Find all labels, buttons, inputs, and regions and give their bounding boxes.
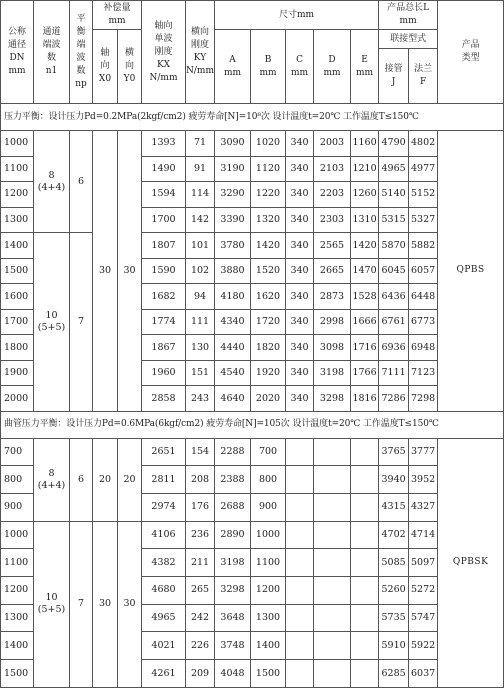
cell-b: 1100 (251, 549, 286, 577)
cell-f: 4714 (409, 521, 438, 549)
cell-ky: 101 (186, 233, 215, 259)
cell-dn: 1600 (1, 284, 34, 310)
cell-a: 4180 (215, 284, 251, 310)
cell-c (286, 577, 314, 605)
cell-b: 2020 (251, 386, 286, 412)
cell-c: 340 (286, 130, 314, 156)
cell-j: 5140 (379, 182, 409, 208)
cell-y0: 30 (118, 130, 142, 411)
cell-a: 2688 (215, 493, 251, 521)
cell-n1-group: 8 (4+4) (34, 130, 70, 232)
cell-kx: 4965 (142, 604, 186, 632)
cell-f: 5097 (409, 549, 438, 577)
cell-c: 340 (286, 335, 314, 361)
cell-e: 1310 (351, 207, 379, 233)
cell-e (351, 577, 379, 605)
cell-b: 1300 (251, 604, 286, 632)
cell-c: 340 (286, 309, 314, 335)
cell-dn: 1800 (1, 335, 34, 361)
cell-c (286, 466, 314, 494)
cell-j: 6761 (379, 309, 409, 335)
cell-f: 3777 (409, 438, 438, 466)
cell-j: 6436 (379, 284, 409, 310)
cell-e (351, 604, 379, 632)
cell-b: 1720 (251, 309, 286, 335)
cell-n1-group: 8 (4+4) (34, 438, 70, 521)
cell-kx: 2811 (142, 466, 186, 494)
cell-c: 340 (286, 182, 314, 208)
cell-d: 3198 (314, 360, 351, 386)
cell-a: 3090 (215, 130, 251, 156)
cell-e: 1716 (351, 335, 379, 361)
cell-c (286, 549, 314, 577)
table-row (1, 233, 504, 259)
cell-j: 4965 (379, 156, 409, 182)
cell-d: 2565 (314, 233, 351, 259)
cell-kx: 1867 (142, 335, 186, 361)
cell-e: 1528 (351, 284, 379, 310)
cell-b: 1200 (251, 577, 286, 605)
header-b: B mm (251, 29, 286, 104)
cell-j: 5735 (379, 604, 409, 632)
cell-dn: 1400 (1, 233, 34, 259)
header-a: A mm (215, 29, 251, 104)
cell-product-type: QPBSK (438, 438, 504, 687)
cell-dn: 700 (1, 438, 34, 466)
header-np: 平 衡 端 波 数 np (70, 1, 93, 104)
cell-j: 7111 (379, 360, 409, 386)
header-j: 接管 J (379, 49, 409, 104)
cell-ky: 130 (186, 335, 215, 361)
cell-ky: 151 (186, 360, 215, 386)
cell-kx: 2651 (142, 438, 186, 466)
cell-ky: 71 (186, 130, 215, 156)
section-title-bent-pipe-pressure-balance: 曲管压力平衡：设计压力Pd=0.6MPa(6kgf/cm2) 疲劳寿命[N]=105次 设计温度t=20℃ 工作温度T≤150℃ (1, 412, 504, 439)
cell-c: 340 (286, 360, 314, 386)
cell-j: 4315 (379, 493, 409, 521)
cell-b: 700 (251, 438, 286, 466)
cell-f: 4327 (409, 493, 438, 521)
header-dn: 公称 通径 DN mm (1, 1, 34, 104)
cell-j: 6285 (379, 660, 409, 688)
cell-f: 5327 (409, 207, 438, 233)
cell-a: 2388 (215, 466, 251, 494)
cell-e (351, 466, 379, 494)
cell-a: 3880 (215, 258, 251, 284)
cell-c: 340 (286, 258, 314, 284)
cell-dn: 1100 (1, 549, 34, 577)
cell-x0: 30 (93, 130, 118, 411)
cell-kx: 1960 (142, 360, 186, 386)
cell-d (314, 521, 351, 549)
cell-b: 1320 (251, 207, 286, 233)
cell-d (314, 466, 351, 494)
cell-ky: 226 (186, 632, 215, 660)
cell-b: 1500 (251, 660, 286, 688)
cell-f: 5152 (409, 182, 438, 208)
cell-d: 3098 (314, 335, 351, 361)
cell-b: 1620 (251, 284, 286, 310)
cell-b: 1220 (251, 182, 286, 208)
cell-f: 5747 (409, 604, 438, 632)
table-row (1, 521, 504, 549)
cell-c (286, 493, 314, 521)
cell-e: 1470 (351, 258, 379, 284)
cell-np-group: 6 (70, 130, 93, 232)
cell-ky: 176 (186, 493, 215, 521)
cell-a: 4340 (215, 309, 251, 335)
header-n1: 通道 端波 数 n1 (34, 1, 70, 104)
cell-kx: 1682 (142, 284, 186, 310)
cell-c (286, 660, 314, 688)
cell-f: 6057 (409, 258, 438, 284)
cell-d (314, 549, 351, 577)
cell-j: 7286 (379, 386, 409, 412)
cell-dn: 1500 (1, 660, 34, 688)
cell-d (314, 577, 351, 605)
header-e: E mm (351, 29, 379, 104)
header-kx: 轴向 单波 刚度 KX N/mm (142, 1, 186, 104)
cell-b: 1000 (251, 521, 286, 549)
cell-product-type: QPBS (438, 130, 504, 411)
cell-b: 900 (251, 493, 286, 521)
cell-kx: 1807 (142, 233, 186, 259)
cell-e (351, 493, 379, 521)
cell-y0: 20 (118, 438, 142, 521)
cell-ky: 111 (186, 309, 215, 335)
cell-j: 5910 (379, 632, 409, 660)
cell-ky: 208 (186, 466, 215, 494)
cell-ky: 209 (186, 660, 215, 688)
cell-f: 5922 (409, 632, 438, 660)
cell-a: 3748 (215, 632, 251, 660)
cell-f: 5882 (409, 233, 438, 259)
cell-a: 3390 (215, 207, 251, 233)
header-total-length: 产品总长L mm (379, 1, 438, 30)
cell-j: 5870 (379, 233, 409, 259)
cell-c (286, 604, 314, 632)
cell-d (314, 604, 351, 632)
cell-ky: 242 (186, 604, 215, 632)
cell-c (286, 438, 314, 466)
cell-j: 6045 (379, 258, 409, 284)
cell-e (351, 521, 379, 549)
cell-kx: 4261 (142, 660, 186, 688)
cell-e: 1666 (351, 309, 379, 335)
cell-ky: 142 (186, 207, 215, 233)
cell-b: 1020 (251, 130, 286, 156)
cell-a: 3290 (215, 182, 251, 208)
cell-f: 6948 (409, 335, 438, 361)
cell-d: 2003 (314, 130, 351, 156)
cell-n1-group: 10 (5+5) (34, 233, 70, 412)
cell-f: 6037 (409, 660, 438, 688)
cell-d (314, 438, 351, 466)
cell-y0: 30 (118, 521, 142, 687)
cell-a: 3780 (215, 233, 251, 259)
cell-d (314, 632, 351, 660)
cell-d: 2873 (314, 284, 351, 310)
cell-ky: 236 (186, 521, 215, 549)
cell-dn: 1200 (1, 577, 34, 605)
cell-dn: 1900 (1, 360, 34, 386)
cell-a: 2890 (215, 521, 251, 549)
cell-kx: 4680 (142, 577, 186, 605)
header-dimensions: 尺寸mm (215, 1, 379, 30)
cell-e (351, 660, 379, 688)
cell-a: 2288 (215, 438, 251, 466)
cell-j: 5260 (379, 577, 409, 605)
cell-f: 6773 (409, 309, 438, 335)
cell-d: 3298 (314, 386, 351, 412)
cell-a: 4640 (215, 386, 251, 412)
cell-j: 4702 (379, 521, 409, 549)
cell-a: 3198 (215, 549, 251, 577)
cell-dn: 1300 (1, 604, 34, 632)
cell-a: 3648 (215, 604, 251, 632)
cell-kx: 2974 (142, 493, 186, 521)
header-f: 法兰 F (409, 49, 438, 104)
cell-j: 3940 (379, 466, 409, 494)
cell-ky: 265 (186, 577, 215, 605)
cell-f: 7298 (409, 386, 438, 412)
cell-n1-group: 10 (5+5) (34, 521, 70, 687)
cell-d: 2665 (314, 258, 351, 284)
cell-ky: 211 (186, 549, 215, 577)
cell-x0: 20 (93, 438, 118, 521)
cell-e: 1420 (351, 233, 379, 259)
cell-dn: 900 (1, 493, 34, 521)
cell-a: 4440 (215, 335, 251, 361)
cell-kx: 1393 (142, 130, 186, 156)
cell-b: 1120 (251, 156, 286, 182)
cell-dn: 1000 (1, 521, 34, 549)
cell-kx: 4382 (142, 549, 186, 577)
cell-a: 3190 (215, 156, 251, 182)
cell-f: 3952 (409, 466, 438, 494)
cell-c: 340 (286, 284, 314, 310)
cell-np-group: 6 (70, 438, 93, 521)
cell-ky: 114 (186, 182, 215, 208)
cell-x0: 30 (93, 521, 118, 687)
cell-c: 340 (286, 156, 314, 182)
cell-d: 2203 (314, 182, 351, 208)
cell-kx: 1700 (142, 207, 186, 233)
cell-ky: 91 (186, 156, 215, 182)
header-connection: 联接型式 (379, 29, 438, 48)
cell-j: 5315 (379, 207, 409, 233)
cell-dn: 1100 (1, 156, 34, 182)
table-row (1, 130, 504, 156)
cell-dn: 1200 (1, 182, 34, 208)
cell-kx: 2858 (142, 386, 186, 412)
cell-d: 2303 (314, 207, 351, 233)
cell-kx: 1594 (142, 182, 186, 208)
cell-j: 4790 (379, 130, 409, 156)
cell-f: 4977 (409, 156, 438, 182)
cell-kx: 4106 (142, 521, 186, 549)
cell-e: 1210 (351, 156, 379, 182)
cell-b: 1400 (251, 632, 286, 660)
cell-np-group: 7 (70, 233, 93, 412)
cell-c (286, 632, 314, 660)
cell-dn: 1700 (1, 309, 34, 335)
cell-d: 2998 (314, 309, 351, 335)
cell-kx: 4021 (142, 632, 186, 660)
cell-dn: 1000 (1, 130, 34, 156)
header-d: D mm (314, 29, 351, 104)
cell-e: 1260 (351, 182, 379, 208)
cell-dn: 800 (1, 466, 34, 494)
table-row (1, 438, 504, 466)
cell-j: 3765 (379, 438, 409, 466)
cell-ky: 94 (186, 284, 215, 310)
cell-dn: 2000 (1, 386, 34, 412)
cell-dn: 1500 (1, 258, 34, 284)
cell-d: 2103 (314, 156, 351, 182)
cell-j: 6936 (379, 335, 409, 361)
cell-ky: 154 (186, 438, 215, 466)
cell-e (351, 632, 379, 660)
cell-c: 340 (286, 233, 314, 259)
cell-ky: 102 (186, 258, 215, 284)
cell-a: 4540 (215, 360, 251, 386)
cell-e (351, 549, 379, 577)
cell-j: 5085 (379, 549, 409, 577)
header-x0: 轴 向 X0 (93, 29, 118, 104)
section-title-pressure-balance: 压力平衡：设计压力Pd=0.2MPa(2kgf/cm2) 疲劳寿命[N]=10⁸次 设计温度t=20℃ 工作温度T≤150℃ (1, 104, 504, 131)
cell-b: 800 (251, 466, 286, 494)
cell-a: 3298 (215, 577, 251, 605)
cell-e: 1160 (351, 130, 379, 156)
cell-np-group: 7 (70, 521, 93, 687)
cell-d (314, 493, 351, 521)
header-y0: 横 向 Y0 (118, 29, 142, 104)
header-compensation: 补偿量 mm (93, 1, 142, 30)
cell-f: 4802 (409, 130, 438, 156)
header-ky: 横向 刚度 KY N/mm (186, 1, 215, 104)
cell-kx: 1590 (142, 258, 186, 284)
cell-ky: 243 (186, 386, 215, 412)
cell-kx: 1774 (142, 309, 186, 335)
cell-f: 7123 (409, 360, 438, 386)
cell-e (351, 438, 379, 466)
cell-f: 6448 (409, 284, 438, 310)
cell-b: 1820 (251, 335, 286, 361)
cell-e: 1816 (351, 386, 379, 412)
cell-c: 340 (286, 207, 314, 233)
cell-d (314, 660, 351, 688)
cell-e: 1766 (351, 360, 379, 386)
header-c: C mm (286, 29, 314, 104)
cell-dn: 1400 (1, 632, 34, 660)
cell-b: 1420 (251, 233, 286, 259)
cell-kx: 1490 (142, 156, 186, 182)
cell-a: 4048 (215, 660, 251, 688)
cell-b: 1920 (251, 360, 286, 386)
cell-c: 340 (286, 386, 314, 412)
cell-c (286, 521, 314, 549)
header-product-type: 产品 类型 (438, 1, 504, 104)
cell-b: 1520 (251, 258, 286, 284)
cell-dn: 1300 (1, 207, 34, 233)
cell-f: 5272 (409, 577, 438, 605)
